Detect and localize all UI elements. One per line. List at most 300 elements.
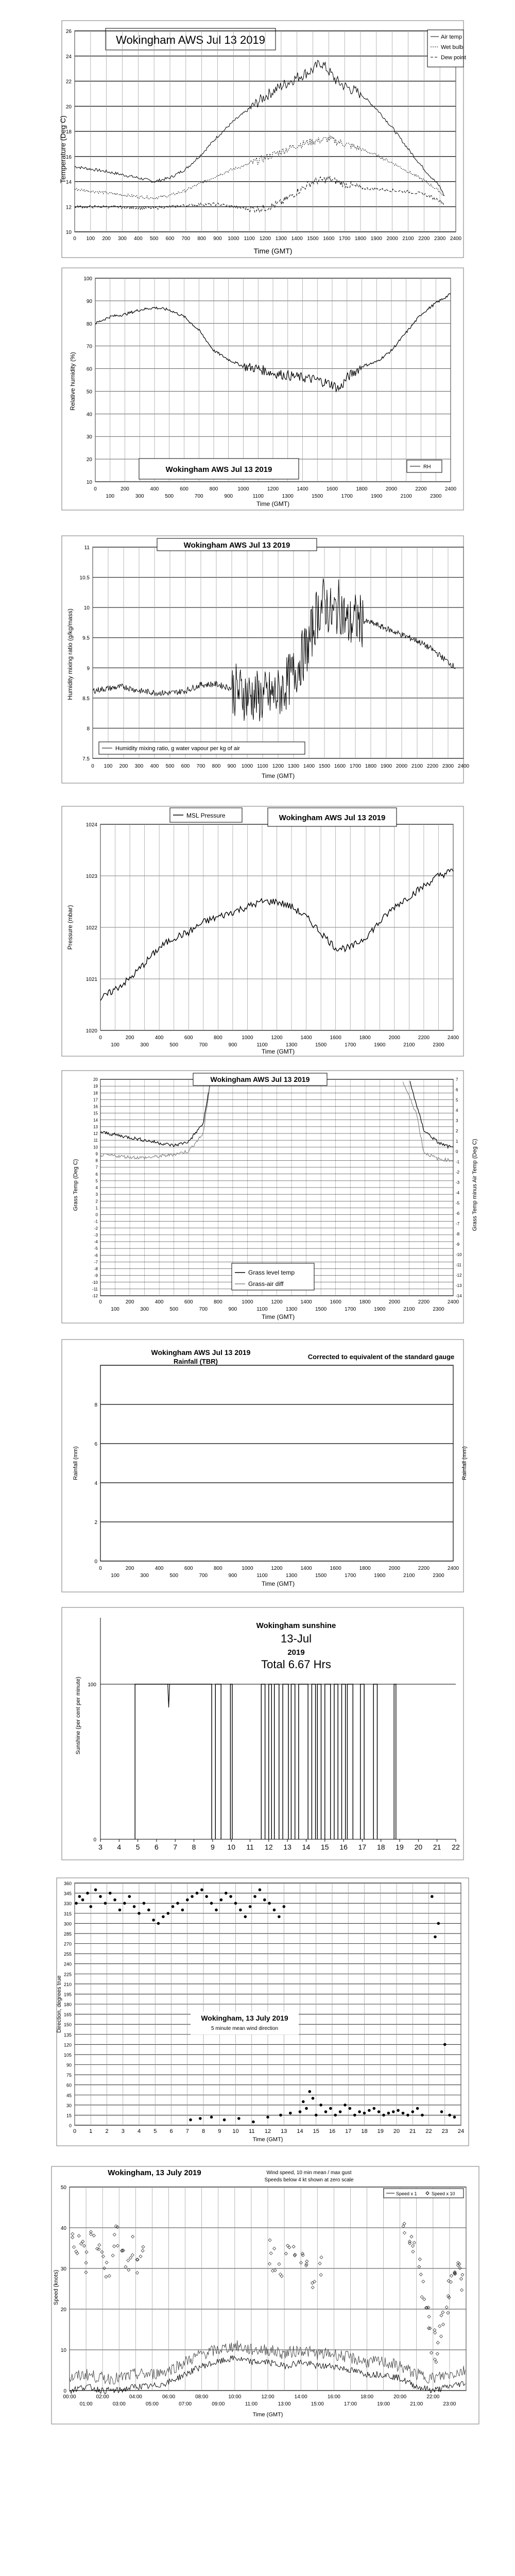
wind-direction-point (431, 1895, 434, 1898)
wind-direction-point (353, 2114, 356, 2117)
humidity-y-tick-label: 60 (86, 366, 92, 372)
wind-speed-legend-label: Speed x 10 (432, 2191, 455, 2196)
grass-y-axis-label: Grass Temp (Deg C) (73, 1159, 79, 1211)
temperature-x-tick-label: 1600 (323, 236, 335, 242)
wind-direction-x-tick-label: 16 (329, 2128, 336, 2134)
wind-direction-point (268, 1902, 271, 1905)
mixing-ratio-x-tick-label: 900 (227, 764, 236, 769)
mixing-ratio-x-tick-label: 1500 (318, 764, 331, 769)
wind-direction-y-tick-label: 360 (63, 1881, 72, 1886)
temperature-x-tick-label: 2200 (418, 236, 430, 242)
grass-y-tick-label: -4 (94, 1240, 98, 1244)
wind-speed-x-tick-label: 06:00 (162, 2394, 176, 2400)
rainfall-x-tick-label: 0 (99, 1566, 102, 1571)
temperature-y-tick-label: 14 (65, 179, 72, 185)
grass-y-right-tick-label: -11 (456, 1263, 461, 1267)
humidity-x-tick-label: 1700 (341, 494, 353, 499)
temperature-x-tick-label: 1800 (354, 236, 367, 242)
grass-y-tick-label: 16 (93, 1104, 98, 1109)
wind-direction-point (421, 2114, 424, 2117)
grass-x-tick-label: 0 (99, 1299, 102, 1305)
humidity-y-tick-label: 90 (86, 298, 92, 304)
wind-speed-x-tick-label: 18:00 (360, 2394, 374, 2400)
mixing-ratio-x-tick-label: 200 (119, 764, 128, 769)
wind-direction-point (278, 1916, 281, 1919)
mixing-ratio-x-tick-label: 700 (196, 764, 205, 769)
grass-y-tick-label: -11 (92, 1286, 98, 1292)
rainfall-x-tick-label: 1100 (256, 1573, 268, 1579)
wind-speed-x-tick-label: 19:00 (377, 2401, 390, 2407)
wind-direction-point (191, 1895, 194, 1898)
pressure-x-tick-label: 1500 (315, 1042, 327, 1048)
wind-direction-point (237, 2117, 241, 2120)
humidity-y-tick-label: 20 (86, 457, 92, 463)
pressure-x-tick-label: 300 (140, 1042, 149, 1048)
wind-direction-y-axis-label: Direction, degrees true (56, 1975, 62, 2033)
wind-direction-point (104, 1902, 107, 1905)
sunshine-x-tick-label: 8 (192, 1843, 196, 1851)
rainfall-x-tick-label: 600 (184, 1566, 193, 1571)
wind-direction-point (437, 1922, 440, 1925)
wind-speed-x-axis-label: Time (GMT) (252, 2412, 283, 2418)
mixing-ratio-x-tick-label: 2400 (457, 764, 470, 769)
sunshine-chart-title: Wokingham sunshine (256, 1621, 336, 1630)
wind-speed-x-tick-label: 23:00 (443, 2401, 456, 2407)
humidity-y-tick-label: 70 (86, 344, 92, 350)
wind-speed-x-tick-label: 14:00 (294, 2394, 307, 2400)
grass-x-tick-label: 700 (199, 1307, 208, 1312)
grass-y-tick-label: -3 (94, 1232, 98, 1238)
wind-direction-point (377, 2110, 381, 2113)
sunshine-y-tick-label: 100 (88, 1682, 96, 1688)
rainfall-x-tick-label: 1300 (285, 1573, 298, 1579)
grass-y-right-tick-label: 6 (456, 1088, 458, 1092)
wind-direction-point (279, 2114, 282, 2117)
grass-y-tick-label: 15 (93, 1111, 98, 1116)
wind-direction-point (406, 2114, 409, 2117)
pressure-x-tick-label: 500 (169, 1042, 179, 1048)
temperature-x-tick-label: 800 (197, 236, 207, 242)
temperature-x-tick-label: 2300 (434, 236, 446, 242)
grass-x-tick-label: 400 (154, 1299, 164, 1305)
wind-direction-y-tick-label: 180 (63, 2002, 72, 2007)
rainfall-chart-subtitle: Rainfall (TBR) (174, 1358, 218, 1365)
rainfall-x-tick-label: 1000 (242, 1566, 253, 1571)
wind-direction-point (397, 2109, 400, 2112)
mixing-ratio-x-tick-label: 0 (91, 764, 94, 769)
wind-speed-x-tick-label: 15:00 (311, 2401, 324, 2407)
wind-direction-x-tick-label: 13 (281, 2128, 287, 2134)
pressure-x-tick-label: 0 (99, 1035, 102, 1041)
mixing-ratio-y-tick-label: 11 (84, 545, 90, 551)
temperature-x-tick-label: 0 (73, 236, 76, 242)
sunshine-x-tick-label: 15 (321, 1843, 329, 1851)
wind-direction-x-tick-label: 1 (89, 2128, 93, 2134)
mixing-ratio-x-tick-label: 2100 (411, 764, 423, 769)
sunshine-x-tick-label: 4 (117, 1843, 122, 1851)
grass-y-right-tick-label: 7 (456, 1077, 458, 1082)
rainfall-x-tick-label: 300 (140, 1573, 149, 1579)
wind-speed-x-tick-label: 01:00 (79, 2401, 93, 2407)
wind-direction-y-tick-label: 90 (66, 2062, 72, 2068)
grass-y-tick-label: 8 (95, 1158, 98, 1163)
wind-direction-y-tick-label: 300 (63, 1921, 72, 1927)
pressure-x-tick-label: 700 (199, 1042, 208, 1048)
wind-direction-x-tick-label: 3 (121, 2128, 125, 2134)
wind-speed-x-tick-label: 10:00 (228, 2394, 242, 2400)
pressure-x-tick-label: 1100 (256, 1042, 268, 1048)
wind-direction-point (220, 1899, 223, 1902)
sunshine-x-tick-label: 19 (396, 1843, 404, 1851)
mixing-ratio-y-tick-label: 9.5 (82, 635, 90, 641)
rainfall-x-tick-label: 400 (154, 1566, 164, 1571)
rainfall-x-tick-label: 1800 (359, 1566, 371, 1571)
wind-direction-y-tick-label: 255 (63, 1952, 72, 1957)
grass-y-tick-label: 3 (95, 1192, 98, 1197)
mixing-ratio-y-tick-label: 7.5 (82, 756, 90, 762)
wind-direction-point (253, 1895, 256, 1898)
wind-direction-x-tick-label: 21 (409, 2128, 416, 2134)
grass-x-tick-label: 1800 (359, 1299, 371, 1305)
wind-direction-point (128, 1895, 131, 1898)
humidity-x-tick-label: 700 (194, 494, 203, 499)
humidity-x-axis-label: Time (GMT) (256, 500, 290, 507)
grass-y-right-tick-label: 0 (456, 1149, 458, 1154)
wind-speed-x-tick-label: 05:00 (145, 2401, 159, 2407)
wind-direction-point (319, 2104, 322, 2107)
wind-direction-point (349, 2107, 352, 2110)
wind-direction-point (186, 1899, 189, 1902)
humidity-x-tick-label: 1300 (282, 494, 294, 499)
wind-speed-y-axis-label: Speed (knots) (53, 2269, 59, 2306)
mixing-ratio-y-axis-label: Humidity mixing ratio (g/kg/mass) (66, 608, 74, 700)
grass-y-tick-label: 12 (93, 1131, 98, 1136)
humidity-x-tick-label: 1100 (252, 494, 264, 499)
grass-y-tick-label: 4 (95, 1185, 98, 1190)
mixing-ratio-x-tick-label: 1000 (241, 764, 253, 769)
wind-direction-y-tick-label: 210 (63, 1981, 72, 1987)
wind-direction-chart-title: Wokingham, 13 July 2019 (201, 2014, 288, 2022)
wind-direction-point (368, 2109, 371, 2112)
pressure-x-tick-label: 200 (125, 1035, 134, 1041)
sunshine-x-tick-label: 12 (265, 1843, 273, 1851)
wind-direction-x-tick-label: 11 (249, 2128, 255, 2134)
pressure-x-axis-label: Time (GMT) (261, 1048, 295, 1055)
grass-x-tick-label: 800 (213, 1299, 222, 1305)
temperature-x-tick-label: 2000 (386, 236, 398, 242)
wind-direction-x-tick-label: 24 (457, 2128, 465, 2134)
grass-y-right-tick-label: 1 (456, 1139, 458, 1144)
wind-speed-x-tick-label: 02:00 (96, 2394, 109, 2400)
wind-direction-y-tick-label: 270 (63, 1941, 72, 1947)
wind-direction-point (299, 2110, 302, 2113)
wind-direction-x-tick-label: 8 (201, 2128, 205, 2134)
wind-direction-point (133, 1905, 136, 1908)
mixing-ratio-legend-label: Humidity mixing ratio, g water vapour per kg of air (115, 745, 241, 752)
mixing-ratio-x-tick-label: 1600 (334, 764, 346, 769)
rainfall-chart-title: Wokingham AWS Jul 13 2019 (151, 1348, 251, 1357)
mixing-ratio-x-tick-label: 2300 (442, 764, 454, 769)
wind-direction-point (113, 1899, 116, 1902)
temperature-x-tick-label: 300 (118, 236, 127, 242)
grass-y-tick-label: 18 (93, 1091, 98, 1096)
wind-direction-point (229, 1895, 232, 1898)
grass-y-tick-label: -5 (94, 1246, 98, 1251)
wind-speed-x-tick-label: 22:00 (426, 2394, 440, 2400)
pressure-x-tick-label: 1400 (300, 1035, 312, 1041)
rainfall-annotation: Corrected to equivalent of the standard gauge (307, 1353, 455, 1361)
grass-y-right-tick-label: -5 (456, 1201, 460, 1206)
mixing-ratio-x-tick-label: 600 (181, 764, 190, 769)
wind-direction-point (81, 1899, 84, 1902)
pressure-chart-title: Wokingham AWS Jul 13 2019 (279, 814, 386, 822)
rainfall-x-tick-label: 2000 (388, 1566, 400, 1571)
grass-legend-label: Grass level temp (248, 1269, 295, 1276)
grass-y-tick-label: 2 (95, 1199, 98, 1204)
humidity-x-tick-label: 400 (150, 486, 159, 492)
wind-speed-y-tick-label: 20 (60, 2307, 66, 2313)
wind-direction-point (416, 2107, 419, 2110)
wind-direction-x-tick-label: 9 (218, 2128, 221, 2134)
wind-direction-point (189, 2119, 192, 2122)
wind-direction-point (443, 2043, 447, 2046)
grass-x-tick-label: 1500 (315, 1307, 327, 1312)
grass-y-tick-label: 6 (95, 1172, 98, 1177)
humidity-y-axis-label: Relative humidity (%) (69, 352, 76, 411)
pressure-x-tick-label: 800 (213, 1035, 222, 1041)
humidity-x-tick-label: 600 (180, 486, 188, 492)
wind-direction-point (308, 2090, 312, 2093)
grass-y-right-tick-label: -6 (456, 1211, 460, 1216)
wind-direction-point (373, 2107, 376, 2110)
sunshine-x-tick-label: 3 (98, 1843, 102, 1851)
wind-direction-point (75, 1902, 78, 1905)
sunshine-x-tick-label: 16 (339, 1843, 348, 1851)
humidity-x-tick-label: 2400 (444, 486, 457, 492)
mixing-ratio-y-tick-label: 8.5 (82, 696, 90, 702)
grass-y-tick-label: -6 (94, 1253, 98, 1258)
wind-direction-y-tick-label: 240 (63, 1961, 72, 1967)
rainfall-x-tick-label: 1600 (330, 1566, 341, 1571)
humidity-x-tick-label: 200 (121, 486, 129, 492)
wind-speed-y-tick-label: 10 (60, 2348, 66, 2353)
grass-y-right-tick-label: -8 (456, 1232, 460, 1236)
sunshine-x-tick-label: 22 (452, 1843, 460, 1851)
wind-speed-x-tick-label: 07:00 (179, 2401, 192, 2407)
grass-x-axis-label: Time (GMT) (261, 1313, 295, 1320)
wind-direction-point (334, 2114, 337, 2117)
grass-x-tick-label: 1400 (300, 1299, 312, 1305)
wind-direction-point (90, 1905, 93, 1908)
wind-direction-point (266, 2116, 269, 2119)
temperature-x-tick-label: 1900 (370, 236, 382, 242)
sunshine-x-tick-label: 7 (173, 1843, 178, 1851)
grass-y-tick-label: -1 (94, 1219, 98, 1224)
humidity-x-tick-label: 900 (224, 494, 233, 499)
wind-direction-point (358, 2110, 361, 2113)
pressure-x-tick-label: 2100 (403, 1042, 415, 1048)
rainfall-y-tick-label: 4 (94, 1481, 97, 1486)
wind-direction-x-tick-label: 12 (264, 2128, 271, 2134)
rainfall-y-axis-label: Rainfall (mm) (73, 1446, 79, 1480)
sunshine-x-tick-label: 10 (227, 1843, 235, 1851)
wind-direction-point (387, 2112, 390, 2115)
temperature-x-tick-label: 2400 (450, 236, 462, 242)
wind-speed-x-tick-label: 03:00 (112, 2401, 126, 2407)
wind-speed-x-tick-label: 12:00 (261, 2394, 274, 2400)
wind-direction-point (273, 1908, 276, 1911)
humidity-legend-label: RH (423, 464, 431, 470)
humidity-x-tick-label: 1200 (267, 486, 279, 492)
wind-direction-point (402, 2112, 405, 2115)
temperature-legend-label: Dew point (441, 55, 466, 61)
wind-speed-subtitle-1: Wind speed, 10 min mean / max gust (266, 2170, 352, 2176)
rainfall-x-tick-label: 700 (199, 1573, 208, 1579)
humidity-x-tick-label: 2200 (415, 486, 427, 492)
grass-y-tick-label: 19 (93, 1084, 98, 1089)
rainfall-y-tick-label: 6 (94, 1442, 97, 1447)
wind-direction-y-tick-label: 195 (63, 1992, 72, 1997)
wind-direction-x-tick-label: 10 (232, 2128, 239, 2134)
grass-y-tick-label: -10 (92, 1280, 98, 1285)
rainfall-x-tick-label: 100 (111, 1573, 119, 1579)
rainfall-y-tick-label: 2 (94, 1520, 97, 1526)
sunshine-x-tick-label: 5 (135, 1843, 140, 1851)
grass-y-right-tick-label: 5 (456, 1098, 458, 1103)
wind-direction-point (152, 1919, 155, 1922)
pressure-x-tick-label: 1700 (345, 1042, 356, 1048)
wind-direction-point (223, 2119, 226, 2122)
rainfall-x-tick-label: 900 (228, 1573, 237, 1579)
mixing-ratio-x-tick-label: 800 (212, 764, 221, 769)
humidity-x-tick-label: 800 (209, 486, 218, 492)
temperature-x-tick-label: 200 (102, 236, 111, 242)
temperature-y-tick-label: 16 (65, 154, 72, 160)
mixing-ratio-y-tick-label: 10 (83, 605, 90, 612)
wind-direction-y-tick-label: 30 (66, 2103, 72, 2108)
grass-x-tick-label: 600 (184, 1299, 193, 1305)
temperature-y-tick-label: 26 (65, 29, 72, 35)
wind-direction-x-tick-label: 14 (297, 2128, 303, 2134)
wind-direction-y-tick-label: 105 (63, 2052, 72, 2058)
sunshine-x-tick-label: 11 (246, 1843, 254, 1851)
wind-direction-point (411, 2110, 415, 2113)
sunshine-x-tick-label: 18 (376, 1843, 385, 1851)
wind-speed-subtitle-2: Speeds below 4 kt shown at zero scale (264, 2177, 354, 2183)
grass-y-right-tick-label: -13 (456, 1283, 462, 1288)
rainfall-x-tick-label: 500 (169, 1573, 179, 1579)
grass-x-tick-label: 900 (228, 1307, 237, 1312)
wind-direction-x-tick-label: 2 (105, 2128, 109, 2134)
pressure-y-axis-label: Pressure (mbar) (66, 905, 74, 950)
grass-x-tick-label: 2400 (447, 1299, 459, 1305)
wind-direction-x-tick-label: 19 (377, 2128, 384, 2134)
temperature-x-tick-label: 400 (133, 236, 143, 242)
wind-speed-y-tick-label: 0 (63, 2388, 66, 2394)
temperature-chart-title: Wokingham AWS Jul 13 2019 (116, 33, 265, 46)
humidity-x-tick-label: 1400 (297, 486, 308, 492)
rainfall-x-tick-label: 2200 (418, 1566, 430, 1571)
grass-y-right-tick-label: -7 (456, 1222, 460, 1226)
humidity-y-tick-label: 80 (86, 321, 92, 327)
temperature-x-axis-label: Time (GMT) (253, 247, 293, 255)
wind-speed-x-tick-label: 09:00 (212, 2401, 225, 2407)
wind-direction-point (392, 2110, 395, 2113)
wind-direction-x-tick-label: 18 (361, 2128, 368, 2134)
sunshine-x-tick-label: 6 (154, 1843, 159, 1851)
wind-direction-point (329, 2107, 332, 2110)
wind-direction-point (215, 1908, 218, 1911)
pressure-x-tick-label: 2400 (447, 1035, 459, 1041)
wind-direction-y-tick-label: 75 (66, 2073, 72, 2078)
wind-direction-x-tick-label: 4 (137, 2128, 141, 2134)
temperature-legend-label: Air temp (441, 34, 462, 40)
grass-x-tick-label: 500 (169, 1307, 179, 1312)
wind-direction-x-tick-label: 7 (185, 2128, 189, 2134)
rainfall-y-tick-label: 8 (94, 1402, 97, 1408)
wind-direction-y-tick-label: 225 (63, 1972, 72, 1977)
temperature-x-tick-label: 1000 (228, 236, 239, 242)
wind-direction-point (176, 1902, 179, 1905)
pressure-x-tick-label: 900 (228, 1042, 237, 1048)
mixing-ratio-x-tick-label: 1900 (380, 764, 392, 769)
wind-direction-point (138, 1912, 141, 1915)
wind-direction-y-tick-label: 45 (66, 2093, 72, 2098)
wind-direction-point (305, 2107, 308, 2110)
wind-direction-point (263, 1899, 266, 1902)
humidity-x-tick-label: 2300 (430, 494, 442, 499)
grass-x-tick-label: 1900 (374, 1307, 386, 1312)
rainfall-x-tick-label: 1400 (300, 1566, 312, 1571)
grass-y-tick-label: -8 (94, 1266, 98, 1272)
wind-speed-x-tick-label: 16:00 (327, 2394, 340, 2400)
mixing-ratio-x-tick-label: 100 (104, 764, 113, 769)
grass-y-tick-label: 20 (93, 1077, 98, 1082)
wind-direction-point (143, 1902, 146, 1905)
wind-speed-x-tick-label: 13:00 (278, 2401, 291, 2407)
wind-direction-x-axis-label: Time (GMT) (252, 2137, 283, 2143)
grass-y-tick-label: 9 (95, 1151, 98, 1157)
wind-direction-y-tick-label: 150 (63, 2022, 72, 2028)
pressure-x-tick-label: 2000 (388, 1035, 400, 1041)
pressure-legend-label: MSL Pressure (186, 812, 226, 819)
pressure-x-tick-label: 1000 (242, 1035, 253, 1041)
wind-direction-point (453, 2116, 456, 2119)
wind-speed-x-tick-label: 11:00 (245, 2401, 258, 2407)
sunshine-x-tick-label: 21 (433, 1843, 441, 1851)
grass-y-right-tick-label: -9 (456, 1242, 460, 1247)
mixing-ratio-x-tick-label: 2200 (426, 764, 439, 769)
grass-y-tick-label: -2 (94, 1226, 98, 1231)
temperature-x-tick-label: 1500 (307, 236, 319, 242)
temperature-y-axis-label: Temperature (Deg C) (59, 115, 67, 183)
wind-direction-x-tick-label: 22 (425, 2128, 432, 2134)
wind-direction-point (302, 2100, 305, 2104)
temperature-x-tick-label: 1700 (339, 236, 351, 242)
humidity-x-tick-label: 1500 (312, 494, 323, 499)
sunshine-x-tick-label: 14 (302, 1843, 311, 1851)
sunshine-date-label: 13-Jul (281, 1632, 312, 1645)
wind-direction-point (171, 1905, 175, 1908)
pressure-x-tick-label: 400 (154, 1035, 164, 1041)
wind-speed-x-tick-label: 08:00 (195, 2394, 209, 2400)
grass-x-tick-label: 1000 (242, 1299, 253, 1305)
wind-direction-point (339, 2110, 342, 2113)
wind-direction-point (118, 1908, 122, 1911)
wind-speed-chart-title: Wokingham, 13 July 2019 (108, 2168, 201, 2177)
sunshine-y-axis-label: Sunshine (per cent per minute) (75, 1676, 81, 1755)
grass-y-tick-label: 13 (93, 1124, 98, 1129)
